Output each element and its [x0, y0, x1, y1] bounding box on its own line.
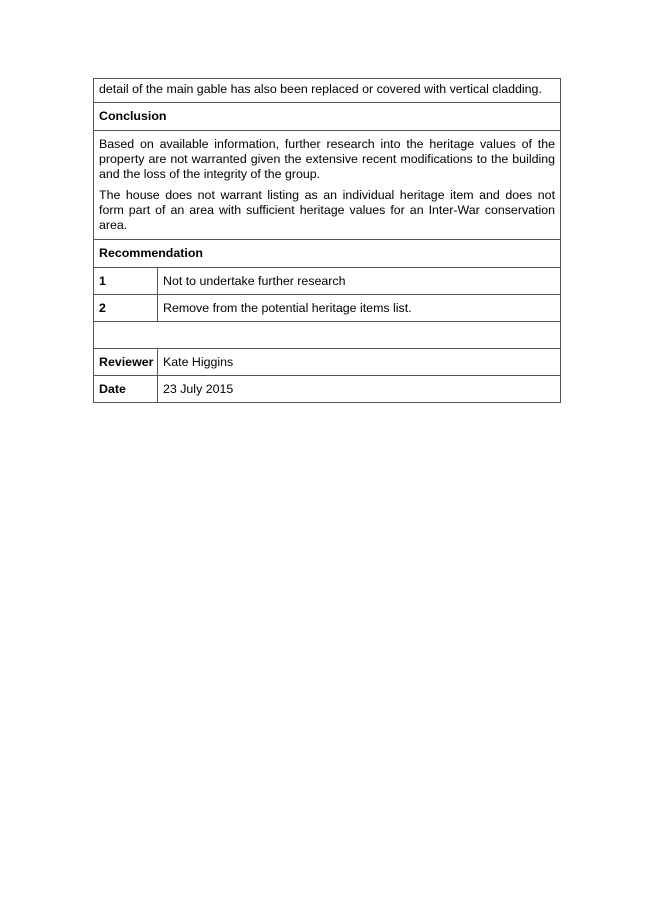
recommendation-heading: Recommendation: [94, 240, 561, 268]
reviewer-value: Kate Higgins: [158, 349, 561, 376]
recommendation-number: 2: [94, 295, 158, 322]
intro-text: detail of the main gable has also been replaced or covered with vertical cladding.: [94, 79, 561, 103]
conclusion-heading-row: [94, 103, 561, 131]
recommendation-heading-row: [94, 240, 561, 268]
recommendation-item: [94, 268, 561, 295]
conclusion-paragraph: The house does not warrant listing as an individual heritage item and does not form part of an area with sufficient heritage values for an Inter-War conservation area.: [99, 188, 556, 232]
reviewer-row: [94, 349, 561, 376]
recommendation-number: 1: [94, 268, 158, 295]
date-row: [94, 376, 561, 403]
heritage-assessment-table: [93, 78, 561, 403]
empty-cell: [94, 322, 561, 349]
empty-row: [94, 322, 561, 349]
recommendation-text: Remove from the potential heritage items list.: [158, 295, 561, 322]
conclusion-paragraph: Based on available information, further research into the heritage values of the property are not warranted given the extensive recent modifications to the building and the loss of the integrity of the group.: [99, 137, 556, 181]
conclusion-heading: Conclusion: [94, 103, 561, 131]
date-value: 23 July 2015: [158, 376, 561, 403]
date-label: Date: [94, 376, 158, 403]
conclusion-body: [94, 131, 561, 240]
recommendation-text: Not to undertake further research: [158, 268, 561, 295]
reviewer-label: Reviewer: [94, 349, 158, 376]
recommendation-item: [94, 295, 561, 322]
conclusion-body-row: [94, 131, 561, 240]
intro-row: [94, 79, 561, 103]
